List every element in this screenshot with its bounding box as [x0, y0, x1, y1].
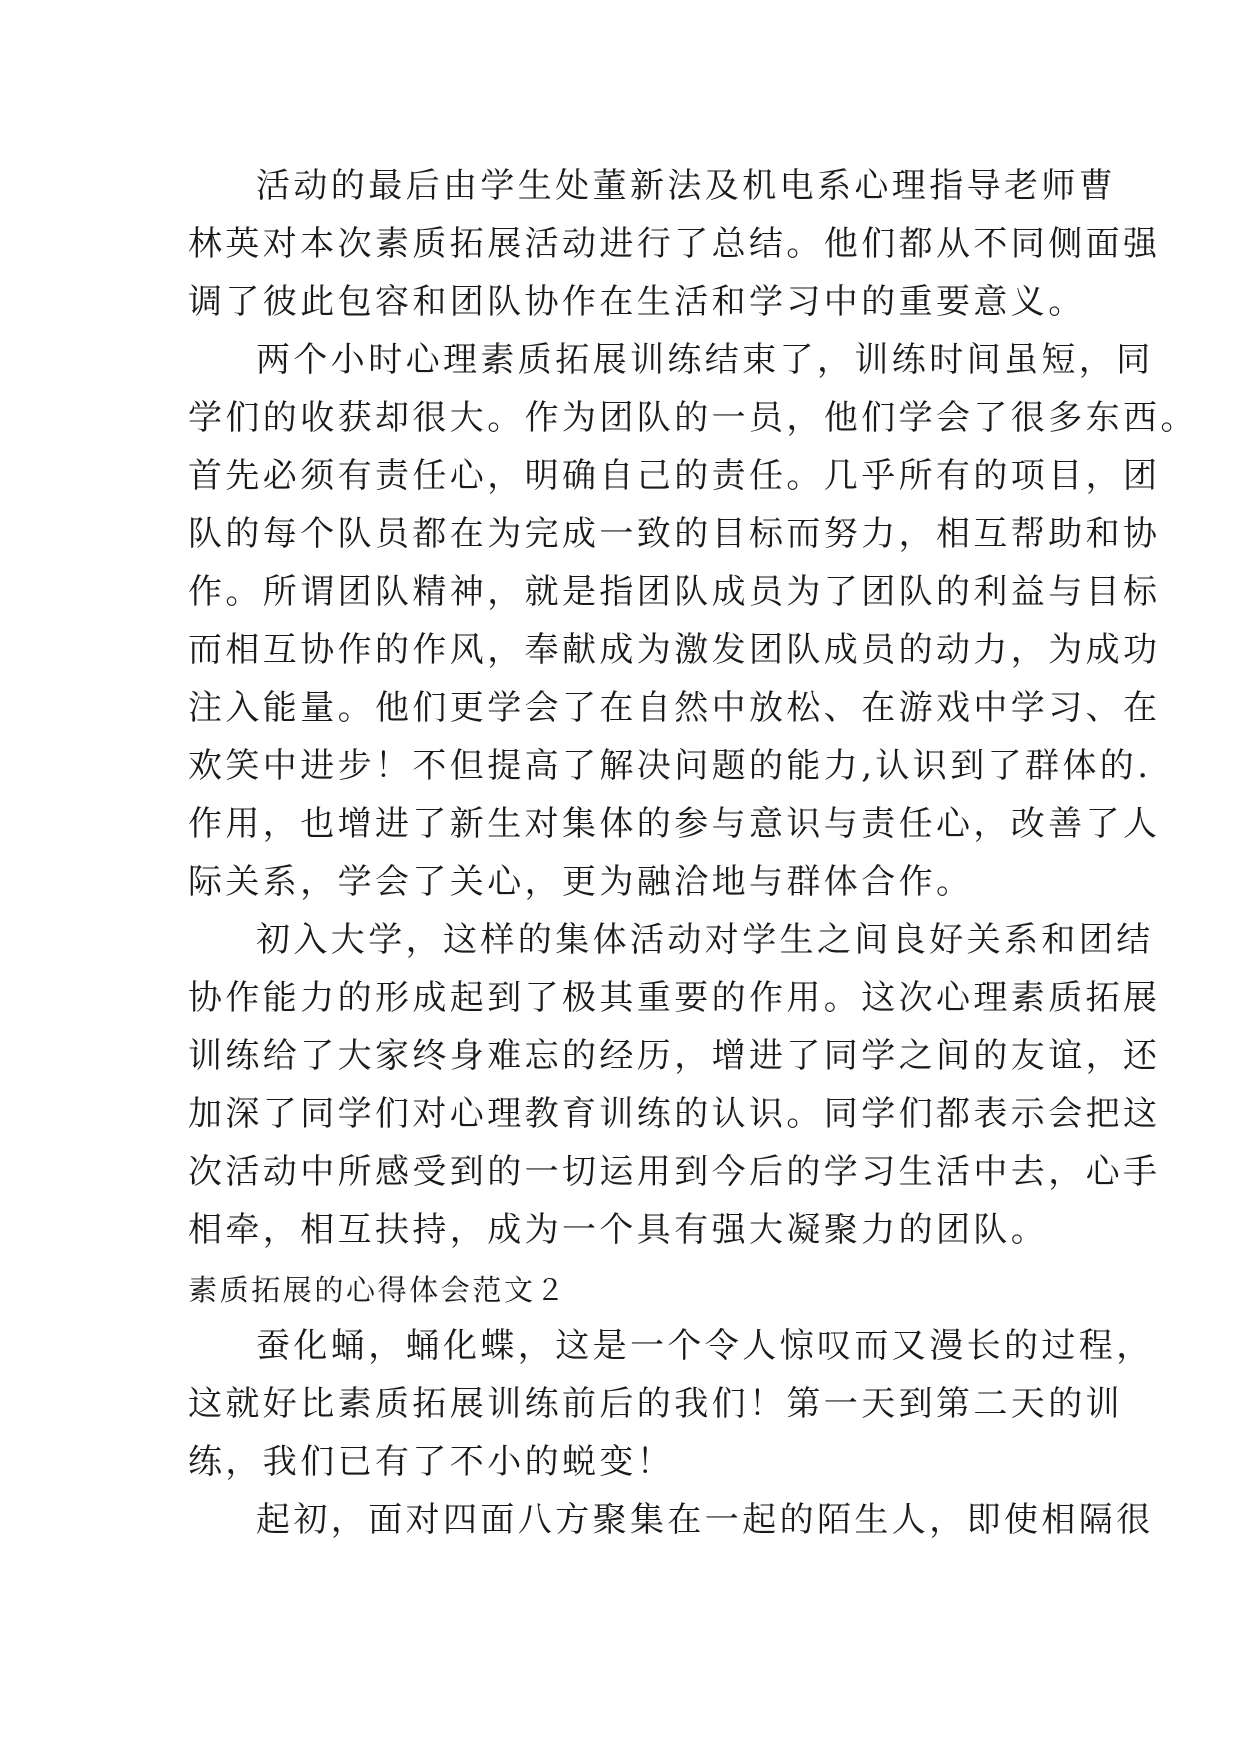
- paragraph-2-line-7: 注入能量。他们更学会了在自然中放松、在游戏中学习、在: [188, 688, 1161, 728]
- paragraph-3-line-6: 相牵，相互扶持，成为一个具有强大凝聚力的团队。: [188, 1210, 1049, 1250]
- paragraph-4-line-2: 这就好比素质拓展训练前后的我们！第一天到第二天的训: [188, 1384, 1123, 1424]
- paragraph-3-line-4: 加深了同学们对心理教育训练的认识。同学们都表示会把这: [188, 1094, 1161, 1134]
- paragraph-1-line-3: 调了彼此包容和团队协作在生活和学习中的重要意义。: [188, 282, 1086, 322]
- paragraph-4-line-3: 练，我们已有了不小的蜕变！: [188, 1442, 675, 1482]
- paragraph-3-line-5: 次活动中所感受到的一切运用到今后的学习生活中去，心手: [188, 1152, 1161, 1192]
- paragraph-5-line-1: 起初，面对四面八方聚集在一起的陌生人，即使相隔很: [256, 1500, 1154, 1540]
- paragraph-2-line-9: 作用，也增进了新生对集体的参与意识与责任心，改善了人: [188, 804, 1161, 844]
- paragraph-2-line-8: 欢笑中进步！不但提高了解决问题的能力,认识到了群体的.: [188, 746, 1152, 786]
- paragraph-2-line-10: 际关系，学会了关心，更为融洽地与群体合作。: [188, 862, 974, 902]
- paragraph-1-line-1: 活动的最后由学生处董新法及机电系心理指导老师曹: [256, 166, 1117, 206]
- paragraph-1-line-2: 林英对本次素质拓展活动进行了总结。他们都从不同侧面强: [188, 224, 1161, 264]
- paragraph-2-line-3: 首先必须有责任心，明确自己的责任。几乎所有的项目，团: [188, 456, 1161, 496]
- section-heading: 素质拓展的心得体会范文２: [188, 1273, 568, 1307]
- paragraph-3-line-1: 初入大学，这样的集体活动对学生之间良好关系和团结: [256, 920, 1154, 960]
- paragraph-4-line-1: 蚕化蛹，蛹化蝶，这是一个令人惊叹而又漫长的过程，: [256, 1326, 1154, 1366]
- paragraph-2-line-2: 学们的收获却很大。作为团队的一员，他们学会了很多东西。: [188, 398, 1198, 438]
- paragraph-2-line-4: 队的每个队员都在为完成一致的目标而努力，相互帮助和协: [188, 514, 1161, 554]
- paragraph-2-line-6: 而相互协作的作风，奉献成为激发团队成员的动力，为成功: [188, 630, 1161, 670]
- paragraph-3-line-2: 协作能力的形成起到了极其重要的作用。这次心理素质拓展: [188, 978, 1161, 1018]
- paragraph-2-line-5: 作。所谓团队精神，就是指团队成员为了团队的利益与目标: [188, 572, 1161, 612]
- paragraph-3-line-3: 训练给了大家终身难忘的经历，增进了同学之间的友谊，还: [188, 1036, 1161, 1076]
- paragraph-2-line-1: 两个小时心理素质拓展训练结束了，训练时间虽短，同: [256, 340, 1154, 380]
